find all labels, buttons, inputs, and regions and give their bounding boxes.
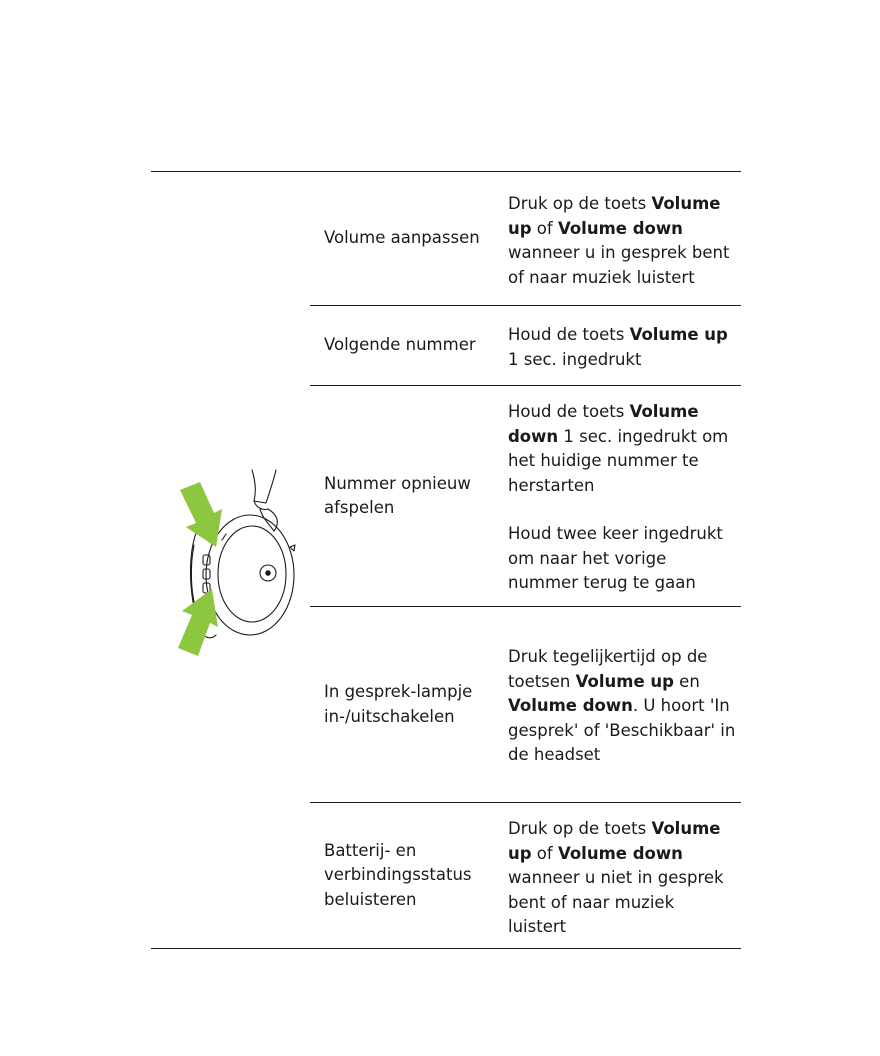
headset-earcup-icon [170, 465, 310, 660]
table-bottom-rule [151, 948, 741, 949]
description-paragraph [508, 522, 736, 596]
description-text: en [673, 671, 700, 691]
button-name-text: Volume down [508, 402, 699, 446]
action-description [508, 817, 736, 940]
description-text: Druk op de toets [508, 194, 652, 213]
description-text: Druk tegelijkertijd op de toetsen [508, 647, 708, 691]
action-label: Batterij- en verbindingsstatus beluisteren [324, 840, 472, 909]
action-label: Nummer opnieuw afspelen [324, 473, 471, 517]
description-text: Houd twee keer ingedrukt om naar het vorige nummer terug te gaan [508, 524, 723, 592]
arrow-volume-down-icon [178, 589, 218, 656]
description-text: Druk op de toets [508, 819, 652, 838]
description-paragraph [508, 400, 736, 498]
description-text: Houd de toets [508, 402, 630, 421]
action-description [508, 645, 736, 768]
description-paragraph [508, 817, 736, 940]
description-paragraph [508, 645, 736, 768]
button-name-text: Volume up [629, 325, 728, 344]
action-label: In gesprek-lampje in-/uitschakelen [324, 682, 473, 726]
arrow-volume-up-icon [180, 482, 222, 547]
description-paragraph [508, 192, 736, 290]
action-label: Volume aanpassen [324, 228, 480, 248]
action-label: Volgende nummer [324, 335, 476, 355]
action-description [508, 400, 736, 596]
button-name-text: Volume down [508, 696, 633, 715]
button-name-text: Volume down [557, 218, 683, 238]
description-text: wanneer u niet in gesprek bent of naar muziek luistert [508, 868, 724, 936]
button-name-text: Volume up [575, 671, 674, 691]
action-description [508, 192, 736, 290]
description-text: 1 sec. ingedrukt [508, 349, 642, 369]
description-text: of [531, 218, 558, 238]
description-paragraph [508, 323, 736, 372]
button-name-text: Volume down [557, 843, 683, 863]
description-text: Houd de toets [508, 325, 630, 344]
description-text: 1 sec. ingedrukt om het huidige nummer te herstarten [508, 426, 729, 495]
button-name-text: Volume up [508, 819, 721, 863]
description-text: . U hoort 'In gesprek' of 'Beschikbaar' in de headset [508, 696, 736, 764]
description-text: wanneer u in gesprek bent of naar muziek luistert [508, 243, 730, 287]
action-description [508, 323, 736, 372]
button-name-text: Volume up [508, 194, 721, 238]
description-text: of [531, 843, 558, 863]
